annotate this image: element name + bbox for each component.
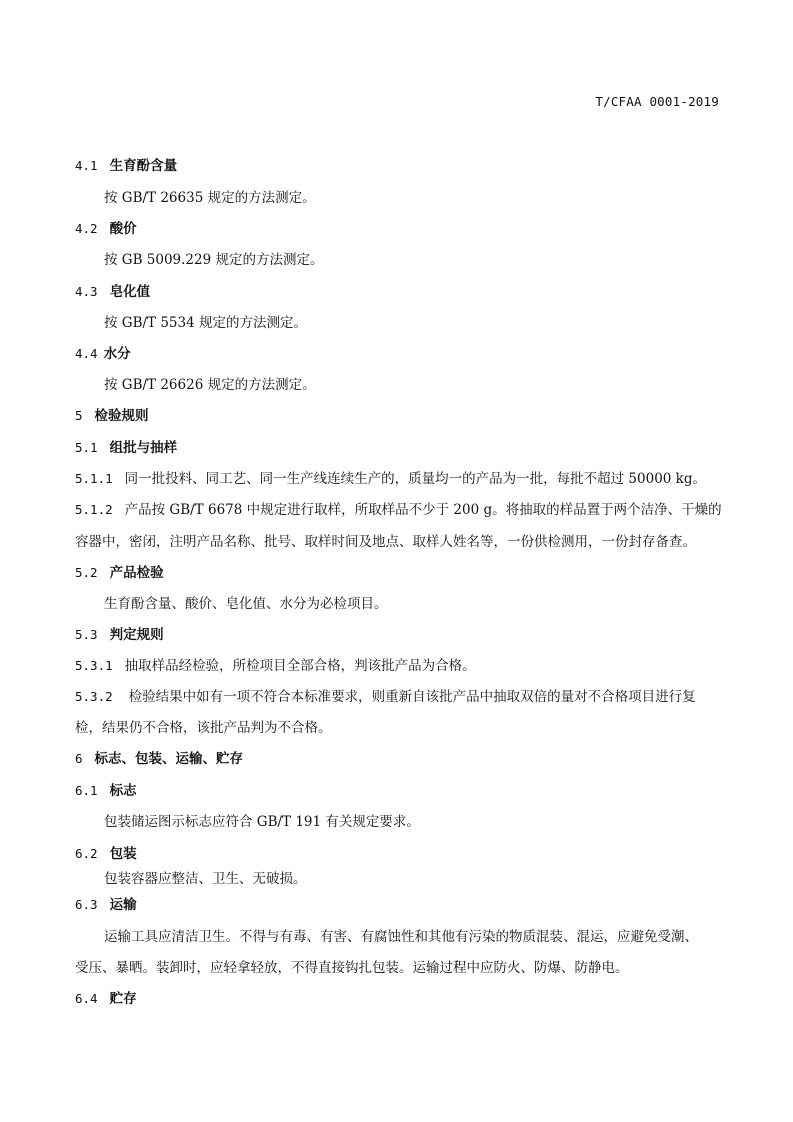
clause-5-3-2-continuation: 检，结果仍不合格，该批产品判为不合格。 (75, 720, 332, 736)
clause-5-1-2 (75, 500, 722, 520)
section-number: 6.1 (75, 783, 98, 798)
clause-number: 5.3.2 (75, 689, 113, 704)
clause-5-3-2 (75, 687, 696, 707)
paragraph-4-2: 按 GB 5009.229 规定的方法测定。 (104, 252, 324, 268)
clause-text-line1: 检验结果中如有一项不符合本标准要求，则重新自该批产品中抽取双倍的量对不合格项目进行复 (128, 689, 696, 705)
clause-5-1-2-continuation: 容器中，密闭，注明产品名称、批号、取样时间及地点、取样人姓名等，一份供检测用，一份封存备查。 (75, 534, 696, 550)
clause-text-line1: 产品按 GB/T 6678 中规定进行取样，所取样品不少于 200 g。将抽取的样品置于两个洁净、干燥的 (124, 502, 722, 518)
heading-4-2 (75, 219, 137, 239)
document-code: T/CFAA 0001-2019 (595, 94, 719, 109)
heading-4-1 (75, 156, 177, 176)
clause-number: 5.1.1 (75, 471, 113, 486)
heading-6-3 (75, 895, 137, 915)
heading-6-1 (75, 781, 137, 801)
heading-5-3 (75, 625, 164, 645)
clause-number: 5.3.1 (75, 658, 113, 673)
heading-5 (75, 406, 149, 426)
section-title: 包装 (109, 846, 137, 862)
heading-6 (75, 749, 243, 769)
section-title: 产品检验 (109, 565, 164, 581)
section-number: 4.1 (75, 158, 98, 173)
section-title: 水分 (103, 346, 131, 362)
clause-text: 抽取样品经检验，所检项目全部合格，判该批产品为合格。 (124, 658, 476, 674)
paragraph-4-3: 按 GB/T 5534 规定的方法测定。 (104, 315, 307, 331)
section-title: 标志 (109, 783, 137, 799)
section-title: 检验规则 (94, 408, 149, 424)
section-number: 6.3 (75, 897, 98, 912)
heading-4-4 (75, 344, 131, 364)
section-number: 6.2 (75, 846, 98, 861)
section-title: 生育酚含量 (109, 158, 178, 174)
clause-text: 同一批投料、同工艺、同一生产线连续生产的，质量均一的产品为一批，每批不超过 50000 kg。 (124, 471, 706, 487)
section-number: 6.4 (75, 991, 98, 1006)
heading-5-1 (75, 438, 177, 458)
clause-5-1-1 (75, 469, 706, 489)
section-number: 4.2 (75, 221, 98, 236)
section-number: 4.3 (75, 284, 98, 299)
paragraph-6-1: 包装储运图示标志应符合 GB/T 191 有关规定要求。 (104, 814, 420, 830)
paragraph-4-4: 按 GB/T 26626 规定的方法测定。 (104, 377, 316, 393)
paragraph-5-2: 生育酚含量、酸价、皂化值、水分为必检项目。 (104, 596, 388, 612)
heading-4-3 (75, 282, 150, 302)
section-number: 5.2 (75, 565, 98, 580)
paragraph-6-3-line1: 运输工具应清洁卫生。不得与有毒、有害、有腐蚀性和其他有污染的物质混装、混运，应避免受潮、 (104, 929, 698, 945)
section-title: 组批与抽样 (109, 440, 178, 456)
heading-5-2 (75, 563, 164, 583)
heading-6-2 (75, 844, 137, 864)
section-number: 5 (75, 408, 83, 423)
paragraph-6-3-line2: 受压、暴晒。装卸时，应轻拿轻放，不得直接钩扎包装。运输过程中应防火、防爆、防静电。 (75, 960, 629, 976)
section-number: 5.3 (75, 627, 98, 642)
section-title: 皂化值 (109, 284, 151, 300)
paragraph-4-1: 按 GB/T 26635 规定的方法测定。 (104, 190, 316, 206)
section-title: 标志、包装、运输、贮存 (94, 751, 244, 767)
section-number: 4.4 (75, 346, 98, 361)
clause-number: 5.1.2 (75, 502, 113, 517)
section-title: 贮存 (109, 991, 137, 1007)
clause-5-3-1 (75, 656, 476, 676)
section-title: 判定规则 (109, 627, 164, 643)
section-title: 运输 (109, 897, 137, 913)
heading-6-4 (75, 989, 137, 1009)
section-number: 5.1 (75, 440, 98, 455)
section-title: 酸价 (109, 221, 137, 237)
section-number: 6 (75, 751, 83, 766)
paragraph-6-2: 包装容器应整洁、卫生、无破损。 (104, 871, 307, 887)
